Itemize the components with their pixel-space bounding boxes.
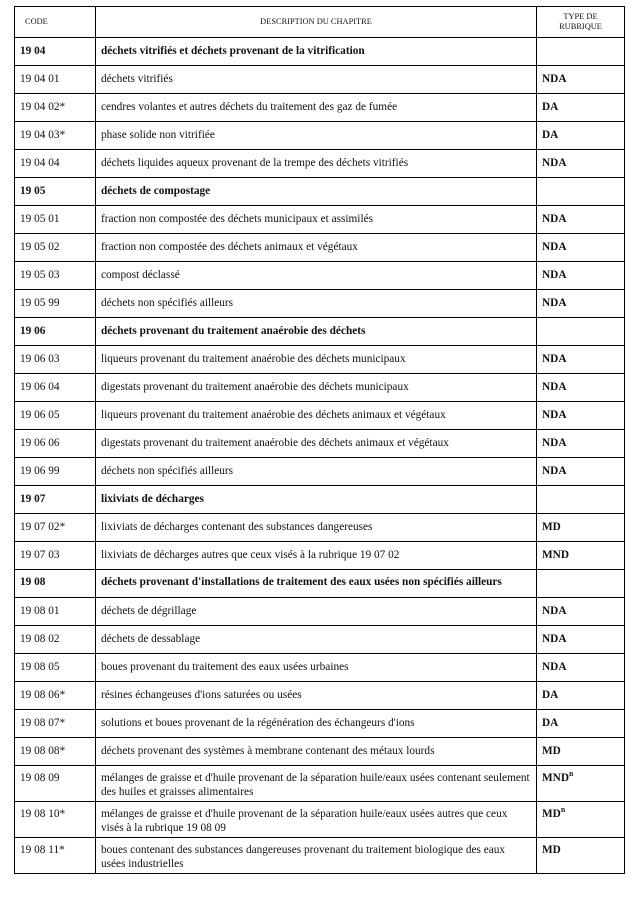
type-cell xyxy=(537,654,625,682)
code-cell: 19 07 xyxy=(15,486,96,514)
type-cell xyxy=(537,682,625,710)
type-value: NDA xyxy=(542,409,567,421)
description-cell: digestats provenant du traitement anaérobie des déchets animaux et végétaux xyxy=(96,430,537,458)
table-row xyxy=(15,234,625,262)
waste-code-table xyxy=(14,6,625,874)
chapter-row xyxy=(15,178,625,206)
type-cell xyxy=(537,486,625,514)
table-body xyxy=(15,38,625,874)
type-header-line2: RUBRIQUE xyxy=(559,22,602,31)
code-cell: 19 07 02* xyxy=(15,514,96,542)
table-row xyxy=(15,430,625,458)
table-row xyxy=(15,290,625,318)
type-cell xyxy=(537,38,625,66)
type-value: NDA xyxy=(542,297,567,309)
description-cell: résines échangeuses d'ions saturées ou usées xyxy=(96,682,537,710)
type-cell xyxy=(537,710,625,738)
type-value: DA xyxy=(542,689,559,701)
type-cell xyxy=(537,570,625,598)
type-value: NDA xyxy=(542,381,567,393)
description-cell: mélanges de graisse et d'huile provenant de la séparation huile/eaux usées contenant seulement des huiles et graisses alimentaires xyxy=(96,766,537,802)
description-cell: déchets de dessablage xyxy=(96,626,537,654)
code-cell: 19 04 02* xyxy=(15,94,96,122)
code-cell: 19 08 08* xyxy=(15,738,96,766)
table-row xyxy=(15,838,625,874)
description-cell: boues provenant du traitement des eaux usées urbaines xyxy=(96,654,537,682)
code-cell: 19 06 06 xyxy=(15,430,96,458)
chapter-row xyxy=(15,38,625,66)
code-cell: 19 05 03 xyxy=(15,262,96,290)
footnote-marker: B xyxy=(560,807,566,815)
description-cell: déchets provenant d'installations de traitement des eaux usées non spécifiés ailleurs xyxy=(96,570,537,598)
code-cell: 19 08 06* xyxy=(15,682,96,710)
type-cell xyxy=(537,234,625,262)
footnote-marker: B xyxy=(568,771,574,779)
code-cell: 19 04 03* xyxy=(15,122,96,150)
description-cell: lixiviats de décharges xyxy=(96,486,537,514)
table-row xyxy=(15,598,625,626)
description-cell: déchets non spécifiés ailleurs xyxy=(96,290,537,318)
type-value: MD xyxy=(542,808,561,820)
type-value: NDA xyxy=(542,73,567,85)
code-cell: 19 04 04 xyxy=(15,150,96,178)
description-cell: lixiviats de décharges autres que ceux visés à la rubrique 19 07 02 xyxy=(96,542,537,570)
description-cell: fraction non compostée des déchets animaux et végétaux xyxy=(96,234,537,262)
type-cell xyxy=(537,626,625,654)
code-cell: 19 06 xyxy=(15,318,96,346)
table-row xyxy=(15,514,625,542)
table-row xyxy=(15,766,625,802)
table-row xyxy=(15,402,625,430)
type-value: MD xyxy=(542,745,561,757)
description-cell: déchets de compostage xyxy=(96,178,537,206)
type-value: NDA xyxy=(542,661,567,673)
table-row xyxy=(15,654,625,682)
table-row xyxy=(15,150,625,178)
code-cell: 19 08 09 xyxy=(15,766,96,802)
table-row xyxy=(15,738,625,766)
type-cell xyxy=(537,430,625,458)
code-cell: 19 08 02 xyxy=(15,626,96,654)
type-cell xyxy=(537,514,625,542)
type-value: NDA xyxy=(542,633,567,645)
code-cell: 19 05 02 xyxy=(15,234,96,262)
type-cell xyxy=(537,766,625,802)
chapter-row xyxy=(15,318,625,346)
type-value: NDA xyxy=(542,157,567,169)
description-cell: mélanges de graisse et d'huile provenant de la séparation huile/eaux usées autres que ceux visés à la rubrique 19 08 09 xyxy=(96,802,537,838)
code-cell: 19 04 xyxy=(15,38,96,66)
type-cell xyxy=(537,262,625,290)
table-row xyxy=(15,802,625,838)
type-cell xyxy=(537,458,625,486)
type-cell xyxy=(537,346,625,374)
description-cell: digestats provenant du traitement anaérobie des déchets municipaux xyxy=(96,374,537,402)
code-cell: 19 06 04 xyxy=(15,374,96,402)
description-cell: déchets de dégrillage xyxy=(96,598,537,626)
type-value: NDA xyxy=(542,241,567,253)
code-cell: 19 06 99 xyxy=(15,458,96,486)
type-cell xyxy=(537,150,625,178)
description-cell: liqueurs provenant du traitement anaérobie des déchets animaux et végétaux xyxy=(96,402,537,430)
description-cell: compost déclassé xyxy=(96,262,537,290)
code-cell: 19 08 10* xyxy=(15,802,96,838)
type-value: DA xyxy=(542,129,559,141)
header-row xyxy=(15,7,625,38)
type-cell xyxy=(537,94,625,122)
code-cell: 19 05 99 xyxy=(15,290,96,318)
type-value: NDA xyxy=(542,605,567,617)
type-cell xyxy=(537,66,625,94)
table-row xyxy=(15,346,625,374)
code-cell: 19 04 01 xyxy=(15,66,96,94)
description-cell: déchets provenant des systèmes à membrane contenant des métaux lourds xyxy=(96,738,537,766)
type-cell xyxy=(537,318,625,346)
description-cell: cendres volantes et autres déchets du traitement des gaz de fumée xyxy=(96,94,537,122)
type-header-line1: TYPE DE xyxy=(563,12,598,22)
code-cell: 19 05 xyxy=(15,178,96,206)
table-row xyxy=(15,710,625,738)
table-row xyxy=(15,542,625,570)
table-row xyxy=(15,94,625,122)
table-row xyxy=(15,122,625,150)
type-cell xyxy=(537,374,625,402)
type-cell xyxy=(537,738,625,766)
code-cell: 19 08 07* xyxy=(15,710,96,738)
description-cell: boues contenant des substances dangereuses provenant du traitement biologique des eaux usées industrielles xyxy=(96,838,537,874)
type-value: NDA xyxy=(542,437,567,449)
type-cell xyxy=(537,178,625,206)
code-cell: 19 05 01 xyxy=(15,206,96,234)
type-cell xyxy=(537,290,625,318)
type-value: DA xyxy=(542,717,559,729)
type-value: MD xyxy=(542,521,561,533)
type-cell xyxy=(537,838,625,874)
type-cell xyxy=(537,122,625,150)
type-value: NDA xyxy=(542,213,567,225)
description-column-header: DESCRIPTION DU CHAPITRE xyxy=(96,7,537,38)
code-cell: 19 08 01 xyxy=(15,598,96,626)
document-page xyxy=(14,6,624,874)
code-cell: 19 08 11* xyxy=(15,838,96,874)
description-cell: déchets provenant du traitement anaérobie des déchets xyxy=(96,318,537,346)
type-column-header xyxy=(537,7,625,38)
type-value: NDA xyxy=(542,353,567,365)
table-row xyxy=(15,66,625,94)
type-cell xyxy=(537,402,625,430)
type-cell xyxy=(537,802,625,838)
code-cell: 19 08 05 xyxy=(15,654,96,682)
description-cell: solutions et boues provenant de la régénération des échangeurs d'ions xyxy=(96,710,537,738)
table-row xyxy=(15,374,625,402)
code-column-header: CODE xyxy=(15,7,96,38)
code-cell: 19 06 03 xyxy=(15,346,96,374)
description-cell: déchets liquides aqueux provenant de la trempe des déchets vitrifiés xyxy=(96,150,537,178)
code-cell: 19 07 03 xyxy=(15,542,96,570)
type-value: NDA xyxy=(542,269,567,281)
type-value: MND xyxy=(542,772,569,784)
type-value: NDA xyxy=(542,465,567,477)
chapter-row xyxy=(15,570,625,598)
type-cell xyxy=(537,206,625,234)
description-cell: phase solide non vitrifiée xyxy=(96,122,537,150)
description-cell: lixiviats de décharges contenant des substances dangereuses xyxy=(96,514,537,542)
type-cell xyxy=(537,598,625,626)
table-row xyxy=(15,458,625,486)
description-cell: déchets non spécifiés ailleurs xyxy=(96,458,537,486)
description-cell: liqueurs provenant du traitement anaérobie des déchets municipaux xyxy=(96,346,537,374)
table-row xyxy=(15,206,625,234)
table-row xyxy=(15,262,625,290)
type-value: DA xyxy=(542,101,559,113)
table-row xyxy=(15,682,625,710)
code-cell: 19 08 xyxy=(15,570,96,598)
description-cell: fraction non compostée des déchets municipaux et assimilés xyxy=(96,206,537,234)
type-cell xyxy=(537,542,625,570)
description-cell: déchets vitrifiés xyxy=(96,66,537,94)
table-header xyxy=(15,7,625,38)
type-value: MND xyxy=(542,549,569,561)
type-value: MD xyxy=(542,844,561,856)
table-row xyxy=(15,626,625,654)
code-cell: 19 06 05 xyxy=(15,402,96,430)
chapter-row xyxy=(15,486,625,514)
description-cell: déchets vitrifiés et déchets provenant de la vitrification xyxy=(96,38,537,66)
